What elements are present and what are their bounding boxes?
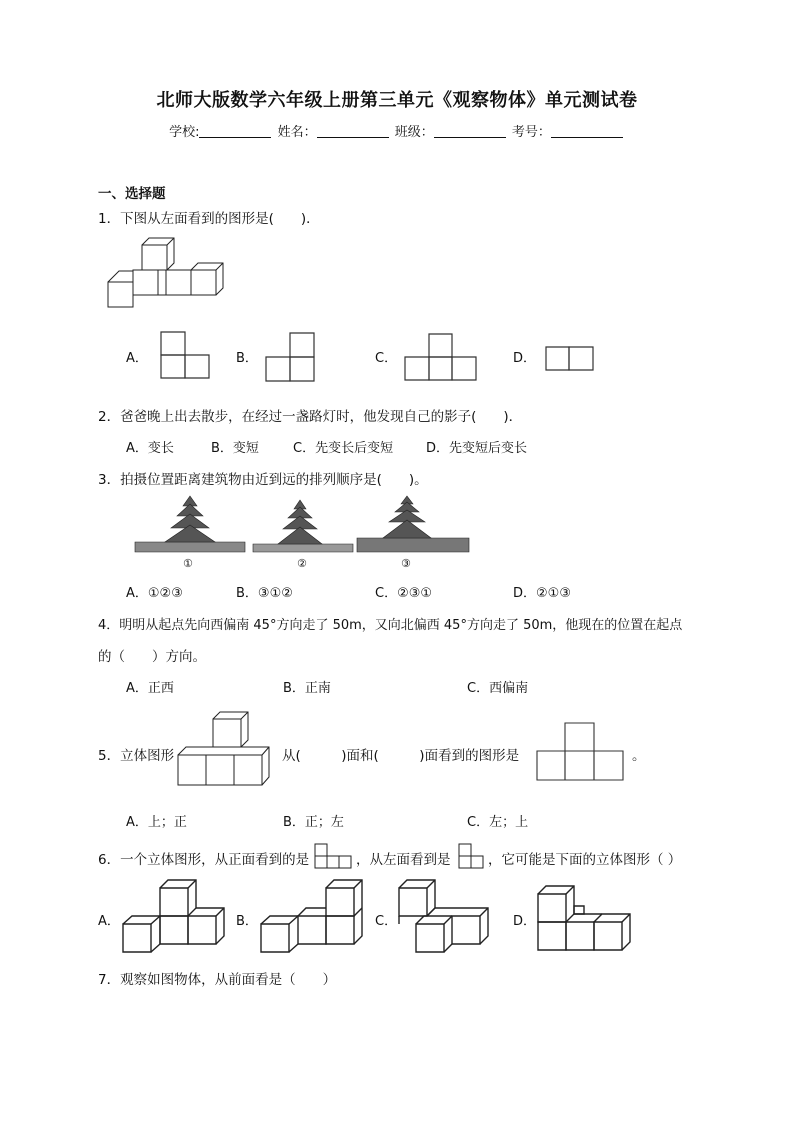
question-6-text-c: ，它可能是下面的立体图形（ ） <box>488 852 682 868</box>
q6-option-c[interactable]: C． <box>375 914 398 929</box>
q5-cube-figure-icon <box>176 711 272 789</box>
q3-photo-label-3: ③ <box>401 557 411 570</box>
q1-cube-figure-icon <box>104 236 234 311</box>
q6-option-b[interactable]: B． <box>236 914 258 929</box>
name-label: 姓名： <box>277 125 317 140</box>
q3-photo-label-2: ② <box>297 557 307 570</box>
name-blank[interactable] <box>317 124 389 138</box>
class-label: 班级： <box>394 125 434 140</box>
number-blank[interactable] <box>551 124 623 138</box>
question-5-text-prefix: 5．立体图形 <box>98 748 175 764</box>
q5-option-b[interactable]: B．正；左 <box>283 815 344 830</box>
question-6-text-b: ，从左面看到是 <box>356 852 451 868</box>
question-3-text: 3．拍摄位置距离建筑物由近到远的排列顺序是( )。 <box>98 472 428 488</box>
q1-option-b-figure-icon <box>265 332 317 382</box>
q3-option-d[interactable]: D．②①③ <box>513 586 571 601</box>
question-4-text-line2: 的（ ）方向。 <box>98 649 206 665</box>
q6-option-a[interactable]: A． <box>98 914 120 929</box>
student-info-line <box>0 121 794 140</box>
q5-option-c[interactable]: C．左；上 <box>467 815 529 830</box>
q1-option-c-figure-icon <box>404 333 478 381</box>
q1-option-d-figure-icon <box>545 346 595 372</box>
q4-option-a[interactable]: A．正西 <box>126 681 174 696</box>
q1-option-a[interactable]: A． <box>126 351 148 366</box>
q5-view-figure-icon <box>536 722 626 782</box>
q2-option-d[interactable]: D．先变短后变长 <box>426 441 528 456</box>
q6-option-c-figure-icon <box>396 878 496 956</box>
q1-option-c[interactable]: C． <box>375 351 398 366</box>
q1-option-b[interactable]: B． <box>236 351 258 366</box>
q6-left-view-icon <box>458 843 486 869</box>
question-5-text-suffix: 。 <box>632 748 646 764</box>
q2-option-b[interactable]: B．变短 <box>211 441 259 456</box>
q6-option-d[interactable]: D． <box>513 914 537 929</box>
q1-option-d[interactable]: D． <box>513 351 537 366</box>
q6-option-d-figure-icon <box>536 882 636 954</box>
q1-option-a-figure-icon <box>160 331 212 379</box>
q5-option-a[interactable]: A．上；正 <box>126 815 187 830</box>
number-label: 考号： <box>511 125 551 140</box>
q2-option-a[interactable]: A．变长 <box>126 441 174 456</box>
page-title: 北师大版数学六年级上册第三单元《观察物体》单元测试卷 <box>156 90 638 111</box>
q6-option-a-figure-icon <box>120 878 230 956</box>
q4-option-b[interactable]: B．正南 <box>283 681 331 696</box>
question-1-text: 1．下图从左面看到的图形是( )． <box>98 211 320 227</box>
q6-front-view-icon <box>314 843 354 869</box>
question-4-text-line1: 4．明明从起点先向西偏南 45°方向走了 50m，又向北偏西 45°方向走了 50m，他现在的位置在起点 <box>98 618 683 633</box>
class-blank[interactable] <box>434 124 506 138</box>
q6-option-b-figure-icon <box>258 878 368 956</box>
school-label: 学校: <box>169 125 200 140</box>
question-7-text: 7．观察如图物体，从前面看是（ ） <box>98 972 337 988</box>
q3-option-b[interactable]: B．③①② <box>236 586 293 601</box>
school-blank[interactable] <box>199 124 271 138</box>
q3-photo-label-1: ① <box>183 557 193 570</box>
q3-option-a[interactable]: A．①②③ <box>126 586 183 601</box>
q3-option-c[interactable]: C．②③① <box>375 586 433 601</box>
section-title: 一、选择题 <box>98 186 166 202</box>
question-5-text-mid: 从( )面和( )面看到的图形是 <box>282 748 520 764</box>
q4-option-c[interactable]: C．西偏南 <box>467 681 529 696</box>
question-6-text-a: 6．一个立体图形，从正面看到的是 <box>98 852 310 868</box>
question-2-text: 2．爸爸晚上出去散步，在经过一盏路灯时，他发现自己的影子( )． <box>98 409 523 425</box>
q2-option-c[interactable]: C．先变长后变短 <box>293 441 394 456</box>
